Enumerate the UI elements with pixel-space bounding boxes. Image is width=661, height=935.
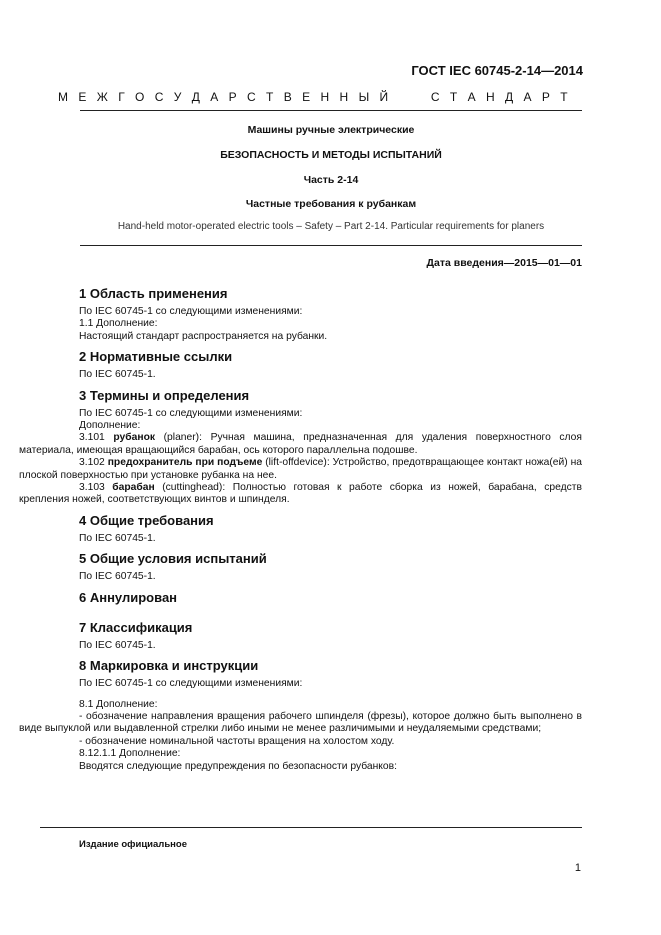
paragraph: Вводятся следующие предупреждения по безопасности рубанков: [79, 760, 397, 772]
banner-letter: С [154, 90, 164, 104]
section-heading: 6 Аннулирован [79, 589, 178, 605]
banner-gap [399, 90, 421, 104]
banner-letter: О [135, 90, 145, 104]
banner-letter: М [58, 90, 68, 104]
banner-letter: В [283, 90, 292, 104]
section-heading: 2 Нормативные ссылки [79, 349, 233, 365]
banner-letter: Р [228, 90, 237, 104]
definition-text: (cuttinghead): Полностью готовая к работе сборка из ножей, барабана, средств крепления ножей, соответствующих винтов и шпинделя. [19, 482, 582, 506]
introduction-date: Дата введения—2015—01—01 [426, 257, 582, 269]
document-body [19, 286, 582, 779]
section-heading: 8 Маркировка и инструкции [79, 658, 259, 674]
section-3 [19, 387, 582, 507]
banner-letter: Е [302, 90, 311, 104]
definition-number: 3.101 [79, 432, 105, 444]
paragraph: По IEC 60745-1 со следующими изменениями: [79, 306, 303, 317]
header-rule [80, 110, 582, 111]
section-1 [79, 286, 582, 343]
banner-letter: С [430, 90, 440, 104]
title-line-2: БЕЗОПАСНОСТЬ И МЕТОДЫ ИСПЫТАНИЙ [220, 149, 442, 161]
page-number: 1 [574, 862, 581, 874]
edition-note: Издание официальное [79, 839, 187, 850]
title-part: Часть 2-14 [303, 174, 359, 186]
definition-term: рубанок [113, 432, 156, 444]
paragraph: 8.12.1.1 Дополнение: [79, 748, 181, 760]
section-heading: 5 Общие условия испытаний [79, 551, 267, 567]
section-heading: 7 Классификация [79, 619, 193, 635]
section-6 [79, 590, 582, 606]
list-item [19, 711, 582, 736]
banner-letter: Т [449, 90, 458, 104]
paragraph: По IEC 60745-1. [79, 571, 156, 583]
section-2 [79, 349, 582, 381]
section-8 [19, 658, 582, 773]
banner-letter: Н [320, 90, 330, 104]
banner-letter: Д [505, 90, 514, 104]
banner-letter: Г [118, 90, 125, 104]
paragraph: Дополнение: [79, 420, 141, 432]
standard-code: ГОСТ IEC 60745-2-14—2014 [411, 63, 583, 78]
list-item-text: - обозначение направления вращения рабочего шпинделя (фрезы), которое должно быть выполнено в виде выпуклой или выдавленной стрелки либо иными не менее различимыми и неудаляемыми средствами; [19, 710, 582, 735]
section-4 [79, 513, 582, 545]
definition-3-102 [19, 457, 582, 482]
interstate-standard-banner [58, 90, 568, 104]
paragraph: Настоящий стандарт распространяется на рубанки. [79, 330, 328, 342]
definition-term: барабан [112, 482, 155, 494]
paragraph: По IEC 60745-1. [79, 369, 156, 381]
banner-letter: Ы [358, 90, 370, 104]
banner-letter: Е [78, 90, 87, 104]
footer-rule [40, 827, 582, 828]
banner-letter: С [247, 90, 256, 104]
banner-letter: А [523, 90, 532, 104]
section-5 [79, 551, 582, 583]
section-7 [79, 620, 582, 652]
definition-number: 3.102 [79, 457, 105, 469]
definition-text: (planer): Ручная машина, предназначенная для удаления поверхностного слоя материала, имеющая вращающийся барабан, ось которого параллельна подошве. [19, 432, 582, 456]
paragraph: По IEC 60745-1. [79, 532, 156, 544]
list-item: - обозначение номинальной частоты вращения на холостом ходу. [79, 735, 395, 747]
section-heading: 3 Термины и определения [79, 387, 250, 403]
banner-letter: Т [560, 90, 568, 104]
definition-3-103 [19, 482, 582, 507]
banner-letter: У [173, 90, 182, 104]
spacer [79, 691, 582, 699]
banner-letter: А [467, 90, 476, 104]
title-rule [80, 245, 582, 246]
definition-number: 3.103 [79, 482, 105, 494]
banner-letter: Ж [96, 90, 108, 104]
section-heading: 1 Область применения [79, 286, 228, 301]
section-heading: 4 Общие требования [79, 512, 214, 528]
definition-term: предохранитель при подъеме [107, 457, 263, 469]
title-english: Hand-held motor-operated electric tools – Safety – Part 2-14. Particular requirements for planers [117, 221, 545, 232]
banner-letter: А [210, 90, 219, 104]
definition-3-101 [19, 432, 582, 457]
banner-letter: Н [486, 90, 495, 104]
paragraph: 8.1 Дополнение: [79, 698, 158, 710]
banner-letter: Т [266, 90, 274, 104]
paragraph: По IEC 60745-1. [79, 639, 156, 651]
banner-letter: Р [541, 90, 550, 104]
banner-letter: Н [339, 90, 349, 104]
paragraph: По IEC 60745-1 со следующими изменениями: [79, 678, 303, 690]
banner-letter: Й [379, 90, 389, 104]
title-line-1: Машины ручные электрические [247, 124, 415, 136]
paragraph: По IEC 60745-1 со следующими изменениями: [79, 407, 303, 419]
title-line-4: Частные требования к рубанкам [245, 198, 417, 210]
definition-text: (lift-offdevice): Устройство, предотвращающее контакт ножа(ей) на плоской поверхностью при установке рубанка на нее. [19, 457, 582, 481]
paragraph: 1.1 Дополнение: [79, 318, 158, 330]
banner-letter: Д [191, 90, 200, 104]
